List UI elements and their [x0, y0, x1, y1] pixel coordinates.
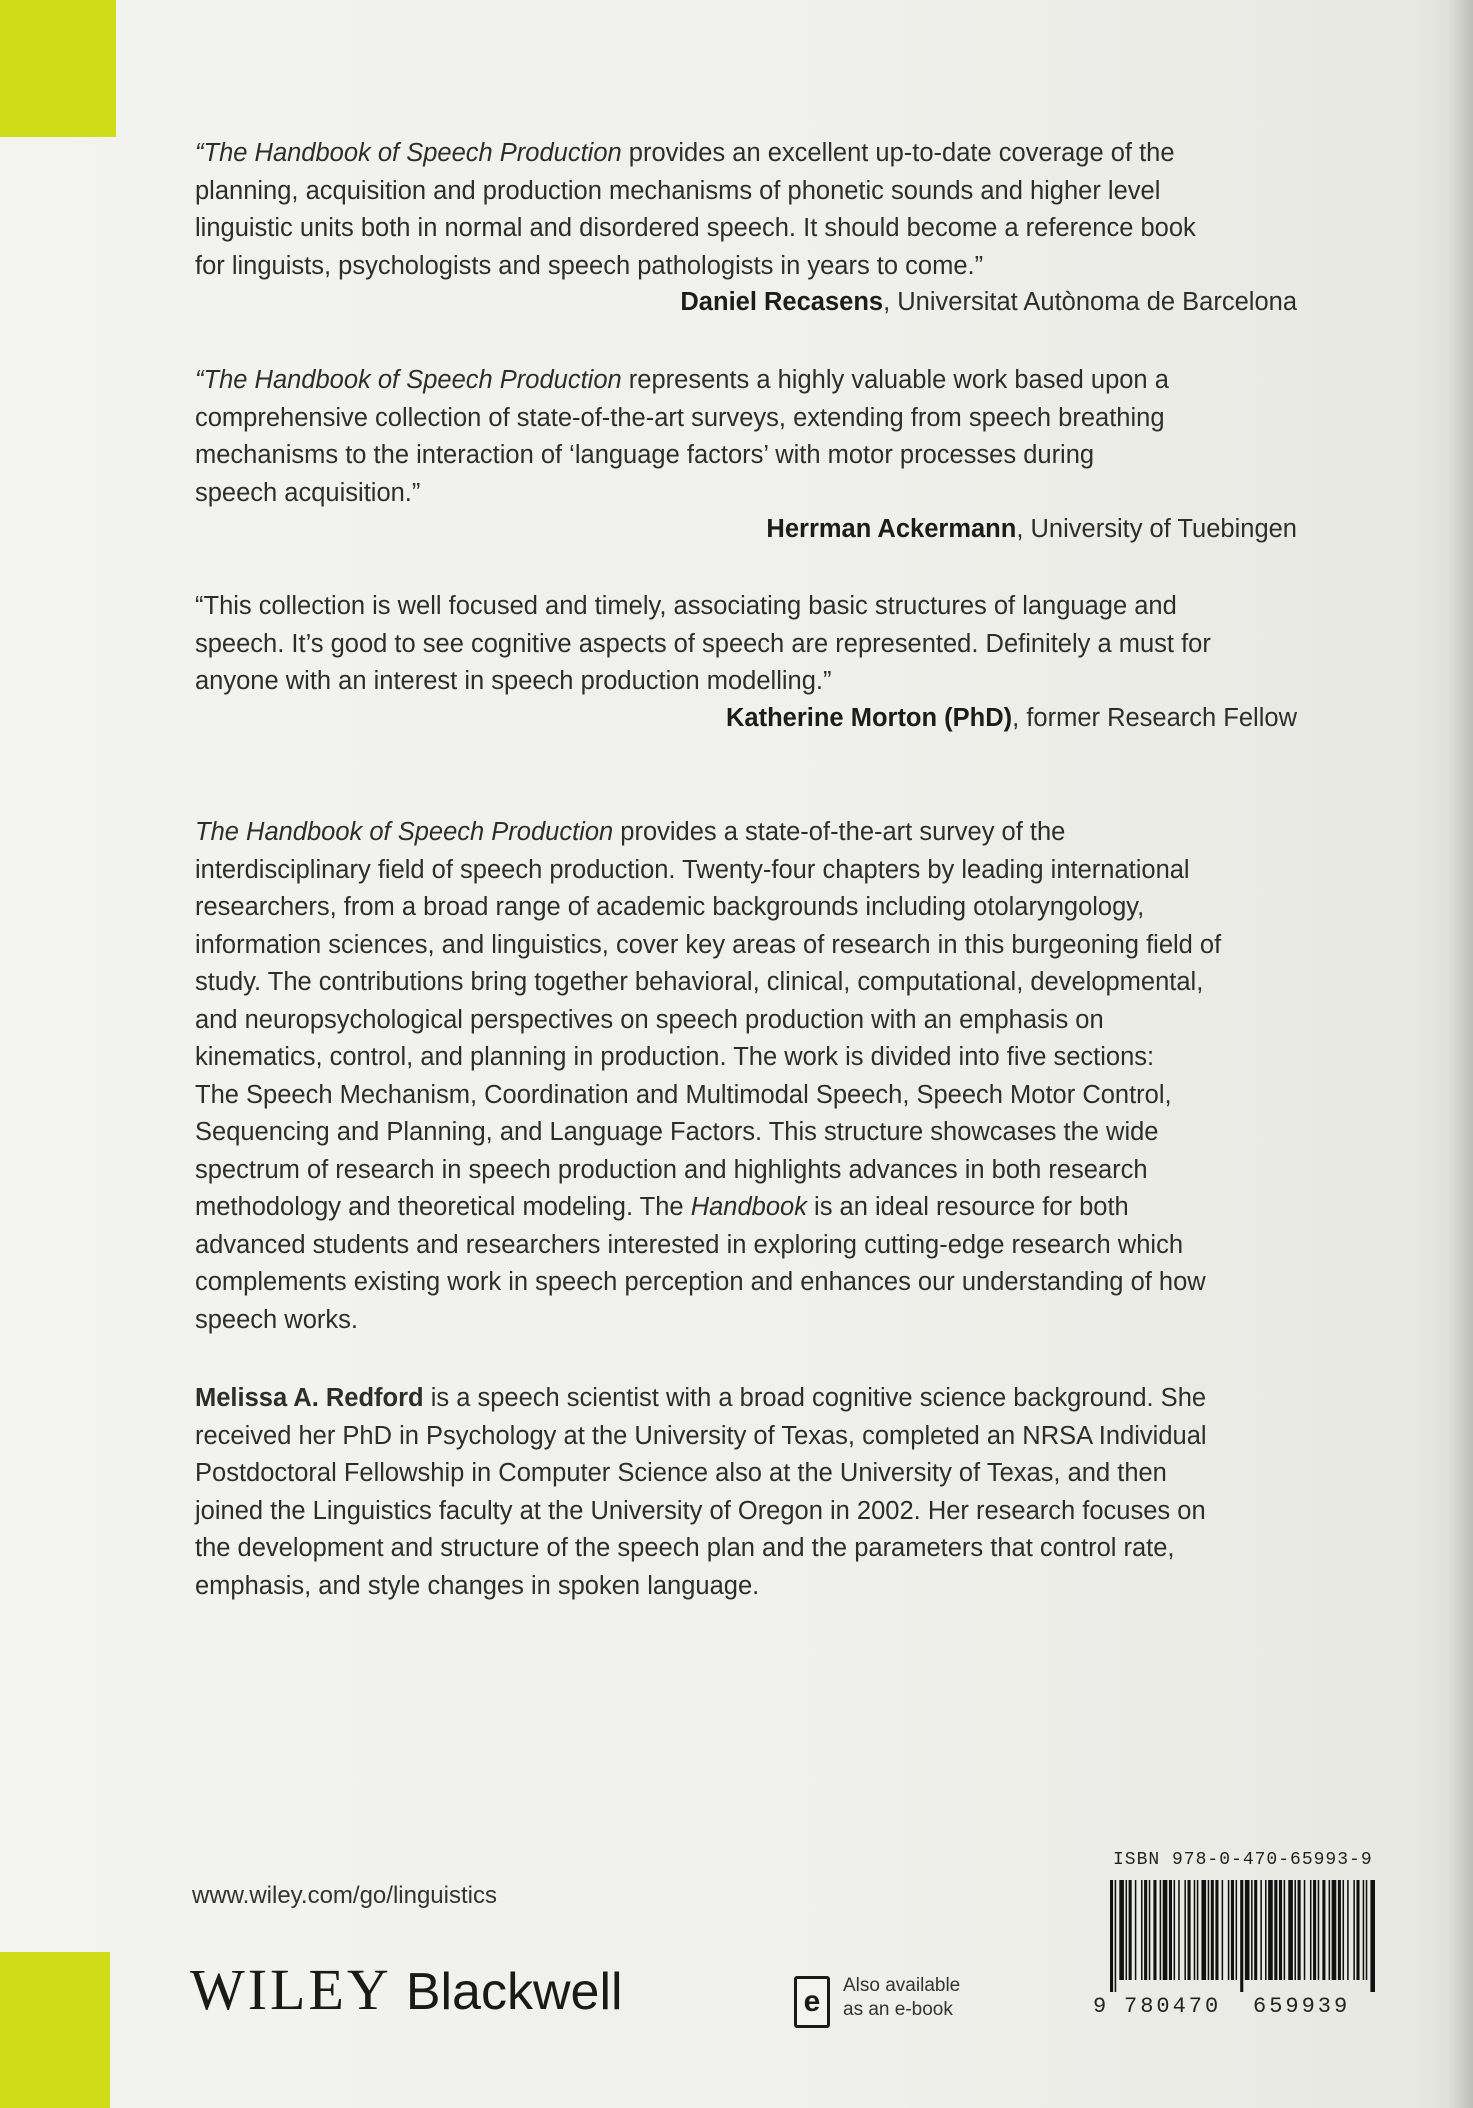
barcode-bar — [1240, 1880, 1243, 1992]
barcode-bar — [1160, 1880, 1162, 1980]
italic-text: The Handbook of Speech Production — [195, 818, 614, 846]
barcode-bar — [1174, 1880, 1176, 1980]
publisher-logo — [190, 1956, 623, 2023]
text-line — [195, 1493, 1299, 1531]
text-line — [195, 964, 1299, 1002]
quote-1-author: Daniel Recasens — [680, 288, 884, 316]
italic-text: The Handbook of Speech Production — [203, 139, 622, 167]
text-run: speech works. — [195, 1305, 358, 1334]
italic-text: The Handbook of Speech Production — [203, 366, 622, 394]
text-run: planning, acquisition and production mechanisms of phonetic sounds and higher level — [195, 176, 1161, 205]
italic-text: “ — [195, 139, 204, 167]
text-run: received her PhD in Psychology at the University of Texas, completed an NRSA Individual — [195, 1421, 1207, 1450]
accent-bar-bottom — [0, 1952, 110, 2108]
barcode-bar — [1163, 1880, 1168, 1980]
barcode-bar — [1310, 1880, 1312, 1980]
barcode-bar — [1298, 1880, 1301, 1980]
quote-1-affiliation: , Universitat Autònoma de Barcelona — [883, 288, 1297, 316]
barcode-bar — [1288, 1880, 1293, 1980]
author-bio — [195, 1380, 1299, 1605]
text-run: represents a highly valuable work based upon a — [621, 366, 1169, 394]
text-line — [195, 1002, 1299, 1040]
quote-1 — [195, 135, 1299, 285]
barcode-bar — [1211, 1880, 1214, 1980]
spine-shadow — [1447, 0, 1473, 2108]
text-line — [195, 1039, 1299, 1077]
text-line — [195, 1152, 1299, 1190]
barcode-bar — [1254, 1880, 1257, 1980]
text-run: provides an excellent up-to-date coverage of the — [621, 139, 1175, 167]
barcode — [1108, 1880, 1375, 1992]
barcode-bar — [1184, 1880, 1186, 1980]
barcode-bar — [1197, 1880, 1199, 1980]
text-line — [195, 927, 1299, 965]
text-run: spectrum of research in speech production and highlights advances in both research — [195, 1155, 1148, 1184]
barcode-bar — [1141, 1880, 1143, 1980]
quote-2-affiliation: , University of Tuebingen — [1016, 515, 1297, 543]
text-run: the development and structure of the speech plan and the parameters that control rate, — [195, 1534, 1175, 1562]
barcode-bar — [1129, 1880, 1132, 1980]
accent-bar-top — [0, 0, 116, 137]
ebook-line-1: Also available — [843, 1975, 961, 1996]
quote-3 — [195, 588, 1299, 701]
barcode-bar — [1294, 1880, 1296, 1980]
barcode-bar — [1231, 1880, 1234, 1980]
barcode-digit-first: 9 — [1093, 1994, 1110, 2019]
text-run: joined the Linguistics faculty at the University of Oregon in 2002. Her research focuses on — [195, 1496, 1206, 1525]
barcode-bar — [1126, 1880, 1128, 1980]
barcode-bar — [1343, 1880, 1345, 1980]
quote-1-attribution — [680, 288, 1297, 317]
text-run: The Speech Mechanism, Coordination and Multimodal Speech, Speech Motor Control, — [195, 1080, 1172, 1109]
barcode-bar — [1284, 1880, 1286, 1980]
publisher-name-blackwell: Blackwell — [405, 1963, 623, 2021]
text-line — [195, 1077, 1299, 1115]
text-run: anyone with an interest in speech production modelling.” — [195, 667, 832, 695]
ebook-icon — [794, 1976, 830, 2028]
barcode-bar — [1222, 1880, 1224, 1980]
italic-text: Handbook — [690, 1193, 807, 1221]
text-run: and neuropsychological perspectives on speech production with an emphasis on — [195, 1005, 1104, 1034]
barcode-bar — [1260, 1880, 1262, 1980]
barcode-bar — [1279, 1880, 1282, 1980]
text-line — [195, 1189, 1299, 1227]
text-run: linguistic units both in normal and disordered speech. It should become a reference book — [195, 214, 1196, 242]
barcode-bar — [1329, 1880, 1331, 1980]
quote-3-affiliation: , former Research Fellow — [1012, 704, 1297, 732]
barcode-bar — [1332, 1880, 1337, 1980]
barcode-bar — [1119, 1880, 1124, 1980]
barcode-bar — [1194, 1880, 1196, 1980]
text-run: speech. It’s good to see cognitive aspects of speech are represented. Definitely a must for — [195, 629, 1211, 658]
text-run: for linguists, psychologists and speech pathologists in years to come.” — [195, 251, 984, 280]
text-run: study. The contributions bring together behavioral, clinical, computational, developmental, — [195, 968, 1204, 996]
text-run: interdisciplinary field of speech production. Twenty-four chapters by leading international — [195, 855, 1190, 884]
text-line — [195, 1455, 1299, 1493]
book-description — [195, 814, 1299, 1339]
barcode-bar — [1313, 1880, 1316, 1980]
barcode-bar — [1236, 1880, 1238, 1980]
barcode-bar — [1208, 1880, 1210, 1980]
italic-text: “ — [195, 366, 204, 394]
text-run: complements existing work in speech perception and enhances our understanding of how — [195, 1268, 1206, 1296]
barcode-bar — [1265, 1880, 1267, 1980]
ebook-line-2: as an e-book — [843, 1999, 953, 2020]
text-run: “This collection is well focused and timely, associating basic structures of language and — [195, 592, 1177, 620]
text-run: mechanisms to the interaction of ‘language factors’ with motor processes during — [195, 441, 1095, 469]
barcode-bar — [1169, 1880, 1172, 1980]
text-run: emphasis, and style changes in spoken language. — [195, 1571, 760, 1600]
text-run: provides a state-of-the-art survey of the — [613, 818, 1066, 846]
text-line — [195, 1568, 1299, 1606]
barcode-digits-left: 780470 — [1124, 1994, 1222, 2019]
barcode-bar — [1153, 1880, 1156, 1980]
quote-3-attribution — [726, 704, 1297, 733]
barcode-bar — [1251, 1880, 1253, 1980]
barcode-bar — [1188, 1880, 1191, 1980]
ebook-notice — [843, 1974, 960, 2022]
text-line — [195, 248, 1299, 286]
barcode-bar — [1353, 1880, 1355, 1980]
barcode-digits-right: 659939 — [1253, 1994, 1351, 2019]
text-run: advanced students and researchers interested in exploring cutting-edge research which — [195, 1230, 1184, 1259]
barcode-bar — [1366, 1880, 1368, 1980]
barcode-bar — [1363, 1880, 1365, 1980]
barcode-bar — [1338, 1880, 1341, 1980]
text-line — [195, 1114, 1299, 1152]
text-run: speech acquisition.” — [195, 478, 421, 507]
barcode-bar — [1356, 1880, 1359, 1980]
text-run: is a speech scientist with a broad cognitive science background. She — [423, 1384, 1207, 1412]
text-line — [195, 814, 1299, 852]
text-line — [195, 889, 1299, 927]
barcode-bar — [1110, 1880, 1113, 1992]
text-line — [195, 173, 1299, 211]
text-run: information sciences, and linguistics, cover key areas of research in this burgeoning field of — [195, 930, 1222, 959]
website-link[interactable]: www.wiley.com/go/linguistics — [192, 1882, 497, 1909]
barcode-bar — [1318, 1880, 1320, 1980]
text-line — [195, 663, 1299, 701]
isbn-text: ISBN 978-0-470-65993-9 — [1113, 1850, 1373, 1870]
barcode-bar — [1135, 1880, 1137, 1980]
publisher-name-wiley: WILEY — [190, 1957, 392, 2022]
text-line — [195, 1380, 1299, 1418]
quote-2 — [195, 362, 1299, 512]
ebook-icon-letter: e — [803, 1985, 821, 2018]
text-line — [195, 210, 1299, 248]
barcode-bar — [1215, 1880, 1218, 1980]
text-line — [195, 135, 1299, 173]
text-line — [195, 400, 1299, 438]
text-line — [195, 852, 1299, 890]
quote-3-author: Katherine Morton (PhD) — [726, 704, 1013, 732]
barcode-bar — [1245, 1880, 1250, 1980]
text-run: researchers, from a broad range of academic backgrounds including otolaryngology, — [195, 893, 1145, 921]
text-line — [195, 362, 1299, 400]
barcode-bar — [1149, 1880, 1151, 1980]
quote-2-attribution — [766, 515, 1297, 544]
text-run: kinematics, control, and planning in production. The work is divided into five sections: — [195, 1043, 1155, 1071]
barcode-bar — [1115, 1880, 1117, 1992]
text-line — [195, 1227, 1299, 1265]
text-line — [195, 626, 1299, 664]
barcode-bar — [1370, 1880, 1375, 1992]
text-run: comprehensive collection of state-of-the-art surveys, extending from speech breathing — [195, 403, 1165, 432]
text-line — [195, 588, 1299, 626]
barcode-bar — [1304, 1880, 1306, 1980]
text-run: Postdoctoral Fellowship in Computer Science also at the University of Texas, and then — [195, 1459, 1167, 1487]
text-line — [195, 1264, 1299, 1302]
barcode-bar — [1274, 1880, 1277, 1980]
text-line — [195, 475, 1299, 513]
barcode-bar — [1178, 1880, 1180, 1980]
text-run: Sequencing and Planning, and Language Factors. This structure showcases the wide — [195, 1118, 1159, 1146]
text-line — [195, 1530, 1299, 1568]
barcode-bar — [1347, 1880, 1349, 1980]
bold-text: Melissa A. Redford — [195, 1384, 424, 1412]
text-run: methodology and theoretical modeling. The — [195, 1193, 691, 1221]
barcode-bar — [1268, 1880, 1273, 1980]
barcode-bar — [1201, 1880, 1206, 1980]
quote-2-author: Herrman Ackermann — [766, 515, 1017, 543]
barcode-bar — [1228, 1880, 1230, 1980]
text-line — [195, 1418, 1299, 1456]
barcode-bar — [1144, 1880, 1147, 1980]
text-line — [195, 437, 1299, 475]
text-line — [195, 1302, 1299, 1340]
text-run: is an ideal resource for both — [806, 1193, 1129, 1221]
barcode-bar — [1322, 1880, 1325, 1980]
